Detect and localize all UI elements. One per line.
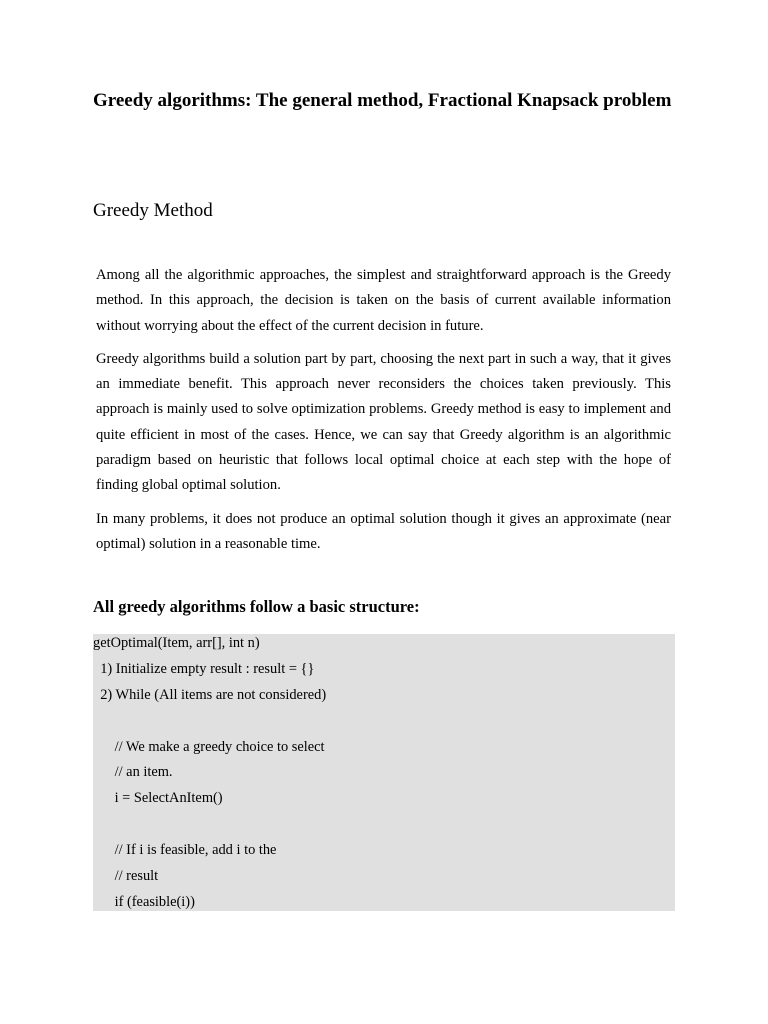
structure-heading: All greedy algorithms follow a basic structure: — [93, 597, 420, 616]
code-line: 2) While (All items are not considered) — [93, 686, 327, 703]
code-line: getOptimal(Item, arr[], int n) — [93, 635, 260, 651]
code-line: // We make a greedy choice to select — [93, 738, 325, 755]
paragraph-intro: Among all the algorithmic approaches, the simplest and straightforward approach is the Greedy method. In this approach, the decision is taken on the basis of current available information without worrying about the effect of the current decision in future. — [96, 267, 671, 334]
code-line: if (feasible(i)) — [93, 893, 195, 910]
document-title: Greedy algorithms: The general method, Fractional Knapsack problem — [93, 90, 672, 111]
code-line: // result — [93, 868, 159, 885]
code-line — [93, 815, 675, 841]
code-line: 1) Initialize empty result : result = {} — [93, 660, 315, 677]
paragraph-limitation: In many problems, it does not produce an optimal solution though it gives an approximate (near optimal) solution in a reasonable time. — [96, 510, 671, 552]
section-heading-greedy-method: Greedy Method — [93, 200, 213, 221]
code-block — [93, 634, 675, 911]
paragraph-description: Greedy algorithms build a solution part by part, choosing the next part in such a way, that it gives an immediate benefit. This approach never reconsiders the choices taken previously. This approach is mainly used to solve optimization problems. Greedy method is easy to implement and quite efficient in most of the cases. Hence, we can say that Greedy algorithm is an algorithmic paradigm based on heuristic that follows local optimal choice at each step with the hope of finding global optimal solution. — [96, 350, 671, 494]
code-line: // an item. — [93, 764, 173, 781]
code-line: // If i is feasible, add i to the — [93, 842, 277, 859]
body-text — [96, 263, 671, 565]
code-line: i = SelectAnItem() — [93, 790, 223, 807]
code-line — [93, 712, 675, 738]
